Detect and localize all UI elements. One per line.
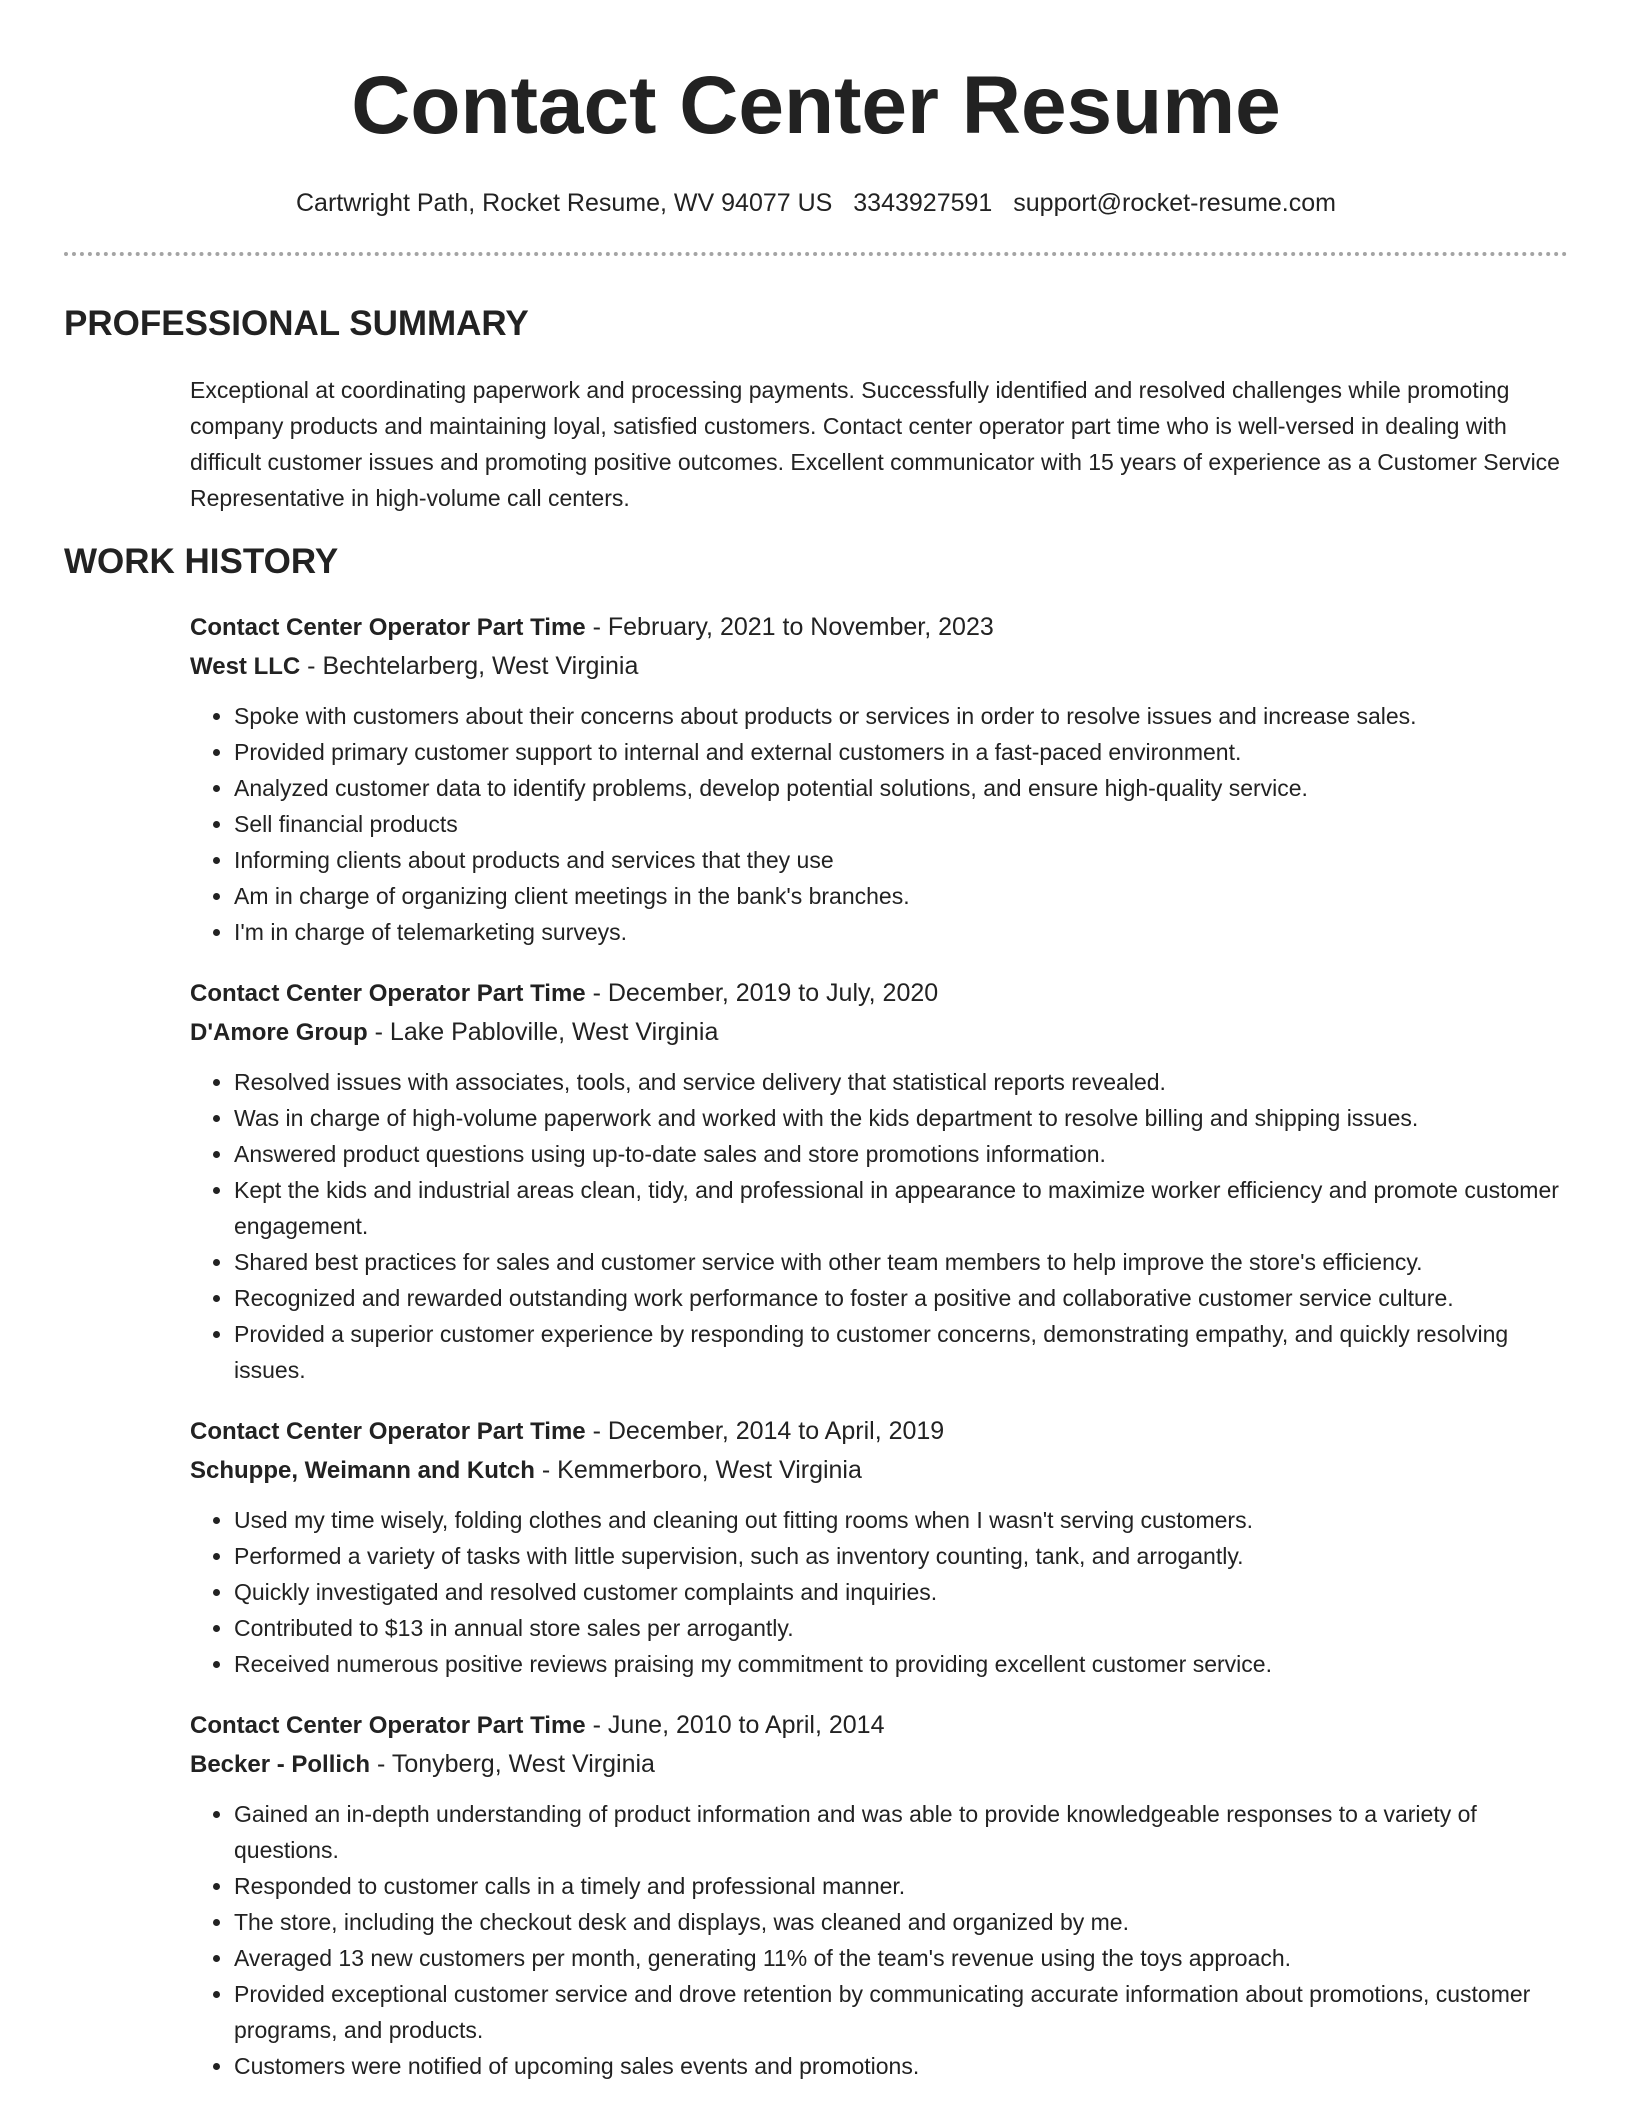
- job-title-line: [190, 1706, 1568, 1745]
- job-entry: [190, 608, 1568, 950]
- job-title: Contact Center Operator Part Time: [190, 980, 586, 1007]
- job-title-line: [190, 1412, 1568, 1451]
- summary-heading: PROFESSIONAL SUMMARY: [64, 304, 529, 343]
- job-location: - Tonyberg, West Virginia: [370, 1750, 655, 1778]
- header-divider: [64, 252, 1568, 256]
- job-dates: - December, 2019 to July, 2020: [585, 979, 939, 1007]
- job-title-line: [190, 974, 1568, 1013]
- job-location: - Bechtelarberg, West Virginia: [300, 652, 639, 680]
- job-title-line: [190, 608, 1568, 647]
- job-bullet: • Sell financial products: [234, 806, 1568, 842]
- job-bullet: • The store, including the checkout desk and displays, was cleaned and organized by me.: [234, 1904, 1568, 1940]
- job-bullet: • Averaged 13 new customers per month, generating 11% of the team's revenue using the toys approach.: [234, 1940, 1568, 1976]
- job-location: - Kemmerboro, West Virginia: [534, 1456, 862, 1484]
- job-bullet: • Kept the kids and industrial areas clean, tidy, and professional in appearance to maximize worker efficiency and promote customer engagement.: [234, 1172, 1568, 1244]
- job-bullet: • Gained an in-depth understanding of product information and was able to provide knowledgeable responses to a variety of questions.: [234, 1796, 1568, 1868]
- job-company-line: [190, 1451, 1568, 1490]
- job-bullet: • Spoke with customers about their concerns about products or services in order to resolve issues and increase sales.: [234, 698, 1568, 734]
- job-bullet: • Resolved issues with associates, tools, and service delivery that statistical reports revealed.: [234, 1064, 1568, 1100]
- job-bullet: • Used my time wisely, folding clothes and cleaning out fitting rooms when I wasn't serving customers.: [234, 1502, 1568, 1538]
- job-bullet: • Provided a superior customer experience by responding to customer concerns, demonstrating empathy, and quickly resolving issues.: [234, 1316, 1568, 1388]
- job-bullet: • Received numerous positive reviews praising my commitment to providing excellent customer service.: [234, 1646, 1568, 1682]
- job-bullet: • Analyzed customer data to identify problems, develop potential solutions, and ensure high-quality service.: [234, 770, 1568, 806]
- job-entry: [190, 1706, 1568, 2084]
- job-dates: - June, 2010 to April, 2014: [585, 1711, 885, 1739]
- resume-title: Contact Center Resume: [351, 60, 1281, 151]
- job-dates: - December, 2014 to April, 2019: [585, 1417, 945, 1445]
- job-bullet: • Customers were notified of upcoming sales events and promotions.: [234, 2048, 1568, 2084]
- work-history-list: [190, 608, 1568, 2084]
- job-bullet: • Provided exceptional customer service and drove retention by communicating accurate information about promotions, customer programs, and products.: [234, 1976, 1568, 2048]
- job-bullets: [190, 1502, 1568, 1682]
- summary-text: Exceptional at coordinating paperwork and processing payments. Successfully identified and resolved challenges while promoting company products and maintaining loyal, satisfied customers. Contact center operator part time who is well-versed in dealing with difficult customer issues and promoting positive outcomes. Excellent communicator with 15 years of experience as a Customer Service Representative in high-volume call centers.: [190, 377, 1560, 511]
- job-company-line: [190, 647, 1568, 686]
- job-company-line: [190, 1013, 1568, 1052]
- job-company: Schuppe, Weimann and Kutch: [190, 1457, 535, 1484]
- job-bullet: • Answered product questions using up-to-date sales and store promotions information.: [234, 1136, 1568, 1172]
- job-bullet: • Contributed to $13 in annual store sales per arrogantly.: [234, 1610, 1568, 1646]
- job-bullet: • Quickly investigated and resolved customer complaints and inquiries.: [234, 1574, 1568, 1610]
- job-bullets: [190, 1064, 1568, 1388]
- job-company: West LLC: [190, 653, 301, 680]
- job-title: Contact Center Operator Part Time: [190, 1712, 586, 1739]
- job-company-line: [190, 1745, 1568, 1784]
- job-dates: - February, 2021 to November, 2023: [585, 613, 994, 641]
- contact-address: Cartwright Path, Rocket Resume, WV 94077 US: [296, 189, 833, 217]
- job-entry: [190, 1412, 1568, 1682]
- job-bullet: • I'm in charge of telemarketing surveys.: [234, 914, 1568, 950]
- job-bullet: • Responded to customer calls in a timely and professional manner.: [234, 1868, 1568, 1904]
- job-entry: [190, 974, 1568, 1388]
- job-bullet: • Recognized and rewarded outstanding work performance to foster a positive and collaborative customer service culture.: [234, 1280, 1568, 1316]
- contact-email: support@rocket-resume.com: [1013, 189, 1336, 217]
- job-bullet: • Am in charge of organizing client meetings in the bank's branches.: [234, 878, 1568, 914]
- job-title: Contact Center Operator Part Time: [190, 614, 586, 641]
- job-title: Contact Center Operator Part Time: [190, 1418, 586, 1445]
- job-bullet: • Provided primary customer support to internal and external customers in a fast-paced environment.: [234, 734, 1568, 770]
- job-bullets: [190, 1796, 1568, 2084]
- job-location: - Lake Pabloville, West Virginia: [367, 1018, 719, 1046]
- job-bullets: [190, 698, 1568, 950]
- job-bullet: • Performed a variety of tasks with little supervision, such as inventory counting, tank, and arrogantly.: [234, 1538, 1568, 1574]
- contact-phone: 3343927591: [853, 189, 993, 217]
- job-company: D'Amore Group: [190, 1019, 368, 1046]
- work-history-heading: WORK HISTORY: [64, 542, 339, 581]
- contact-info: [64, 186, 1568, 220]
- job-bullet: • Shared best practices for sales and customer service with other team members to help improve the store's efficiency.: [234, 1244, 1568, 1280]
- job-bullet: • Informing clients about products and services that they use: [234, 842, 1568, 878]
- job-bullet: • Was in charge of high-volume paperwork and worked with the kids department to resolve billing and shipping issues.: [234, 1100, 1568, 1136]
- job-company: Becker - Pollich: [190, 1751, 371, 1778]
